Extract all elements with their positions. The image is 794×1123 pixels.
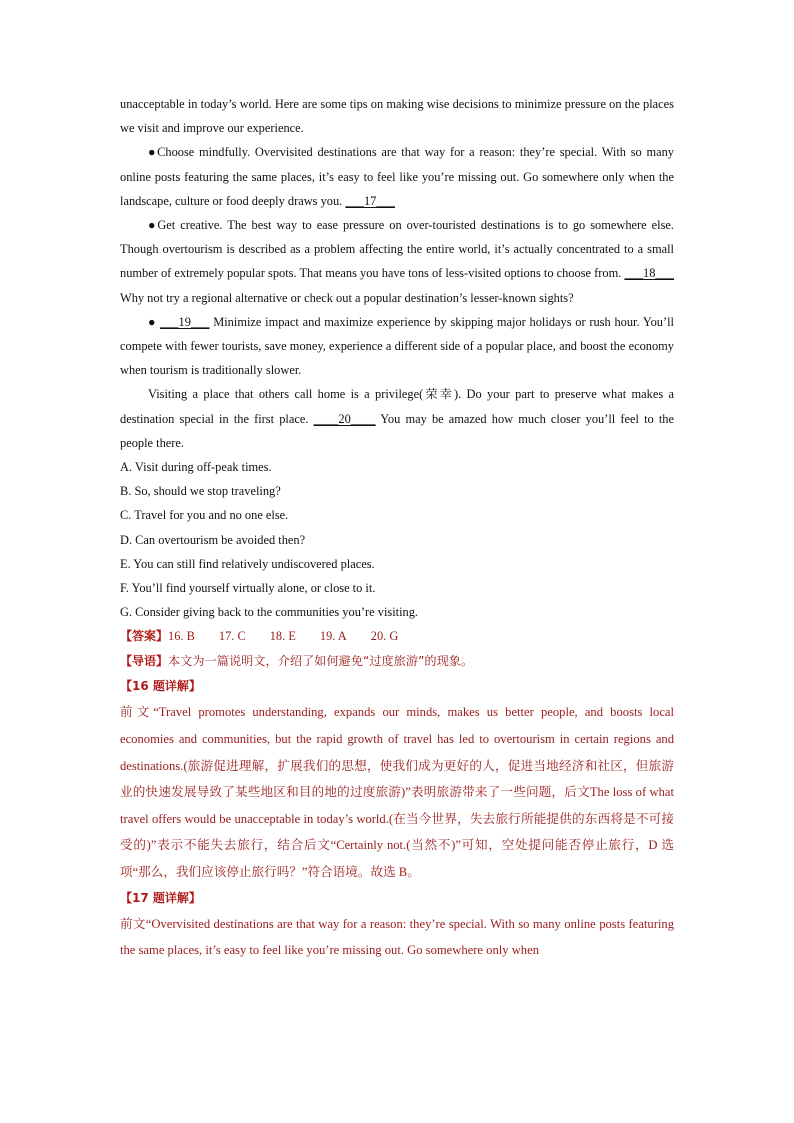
paragraph-privilege-text-b: ). Do your part to preserve what makes a destination special in the first place. bbox=[120, 387, 674, 426]
option-g: G. Consider giving back to the communities you’re visiting. bbox=[120, 605, 419, 620]
option-c: C. Travel for you and no one else. bbox=[120, 508, 289, 523]
answer-label: 【答案】 bbox=[120, 629, 169, 644]
guide-line bbox=[120, 649, 674, 674]
paragraph-intro: unacceptable in today’s world. Here are some tips on making wise decisions to minimize pressure on the places we visit and improve our experience. bbox=[120, 97, 674, 136]
bullet-19: ● bbox=[148, 314, 160, 329]
detail-17-label: 【17 题详解】 bbox=[120, 890, 201, 905]
paragraph-off-peak bbox=[120, 310, 674, 383]
option-b: B. So, should we stop traveling? bbox=[120, 484, 281, 499]
option-a: A. Visit during off-peak times. bbox=[120, 460, 272, 475]
blank-17: ___17___ bbox=[345, 193, 395, 208]
blank-19: ___19___ bbox=[159, 314, 210, 329]
option-d: D. Can overtourism be avoided then? bbox=[120, 532, 306, 547]
paragraph-privilege bbox=[120, 382, 674, 455]
paragraph-get-creative bbox=[120, 213, 674, 310]
document-page bbox=[120, 92, 674, 964]
paragraph-choose-mindfully-text: ●Choose mindfully. Overvisited destinations are that way for a reason: they’re special. With so many online posts featuring the same places, it’s easy to feel like you’re missing out. Go somewhere only when the landscape, culture or food deeply draws you. bbox=[120, 145, 674, 208]
paragraph-choose-mindfully bbox=[120, 140, 674, 213]
blank-20: ____20____ bbox=[313, 411, 376, 426]
option-e: E. You can still find relatively undiscovered places. bbox=[120, 556, 375, 571]
answer-20: 20. G bbox=[370, 629, 399, 644]
answer-16: 16. B bbox=[168, 629, 195, 644]
paragraph-privilege-chinese: 荣幸 bbox=[423, 387, 454, 402]
answer-line bbox=[120, 624, 674, 649]
detail-16-label: 【16 题详解】 bbox=[120, 679, 201, 694]
answer-19: 19. A bbox=[319, 629, 347, 644]
detail-16-text: 前文“Travel promotes understanding, expands our minds, makes us better people, and boosts local economies and communities, but the rapid growth of travel has led to overtourism in certain regions and destinations.(旅游促进理解，扩展我们的思想，使我们成为更好的人，促进当地经济和社区，但旅游业的快速发展导致了某些地区和目的地的过度旅游)”表明旅游带来了一些问题，后文The loss of what travel offers would be unacceptable in today’s world.(在当今世界，失去旅行所能提供的东西将是不可接受的)”表示不能失去旅行，结合后文“Certainly not.(当然不)”可知，空处提问能否停止旅行，D 选项“那么，我们应该停止旅行吗？”符合语境。故选 B。 bbox=[120, 705, 674, 880]
option-f: F. You’ll find yourself virtually alone, or close to it. bbox=[120, 581, 376, 596]
guide-text: 本文为一篇说明文，介绍了如何避免“过度旅游”的现象。 bbox=[168, 654, 474, 669]
paragraph-get-creative-text-b: Why not try a regional alternative or check out a popular destination’s lesser-known sights? bbox=[120, 290, 574, 305]
paragraph-get-creative-text-a: ●Get creative. The best way to ease pressure on over-touristed destinations is to go somewhere else. Though overtourism is described as a problem affecting the entire world, it’s actually concentrated to a small number of extremely popular spots. That means you have tons of less-visited options to choose from. bbox=[120, 218, 674, 281]
detail-16-heading bbox=[120, 674, 674, 699]
detail-17-text: 前文“Overvisited destinations are that way for a reason: they’re special. With so many online posts featuring the same places, it’s easy to feel like you’re missing out. Go somewhere only when bbox=[120, 916, 674, 958]
paragraph-privilege-text-c: You may be amazed how much closer you’ll feel to the people there. bbox=[120, 411, 674, 450]
guide-label: 【导语】 bbox=[120, 654, 169, 669]
paragraph-privilege-text-a: Visiting a place that others call home is a privilege( bbox=[148, 387, 424, 402]
paragraph-off-peak-text: Minimize impact and maximize experience by skipping major holidays or rush hour. You’ll compete with fewer tourists, save money, experience a different side of a popular place, and boost the economy when tourism is traditionally slower. bbox=[120, 314, 674, 378]
answer-17: 17. C bbox=[218, 629, 246, 644]
options-list bbox=[120, 455, 674, 624]
blank-18: ___18___ bbox=[624, 266, 674, 281]
detail-17-heading bbox=[120, 886, 674, 911]
answer-18: 18. E bbox=[269, 629, 296, 644]
